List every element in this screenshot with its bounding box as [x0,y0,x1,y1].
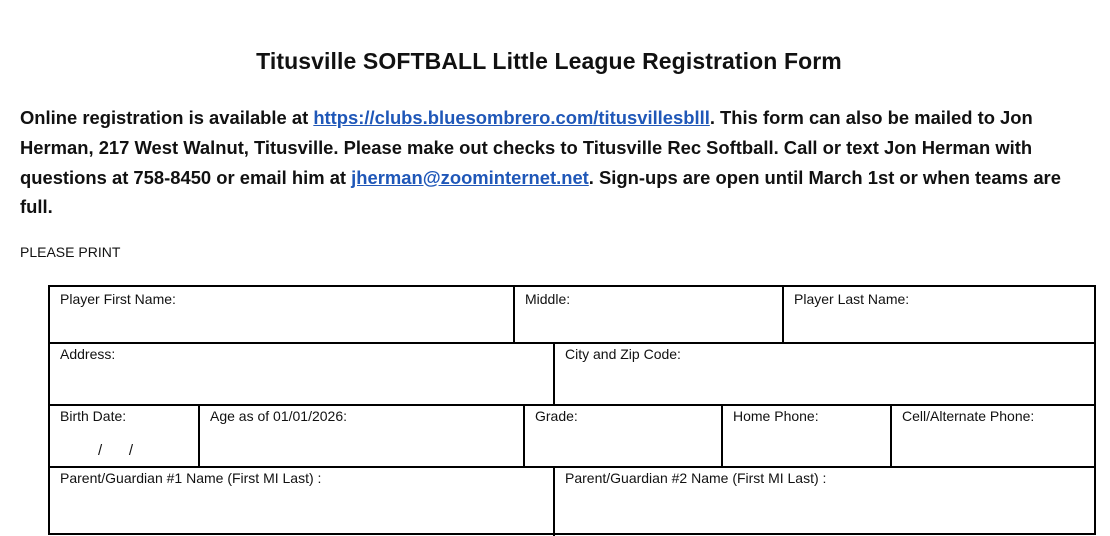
middle-name-label: Middle: [525,291,571,307]
address-field[interactable] [50,342,553,404]
registration-link[interactable]: https://clubs.bluesombrero.com/titusvillesblll [313,107,710,128]
form-row-guardians [50,466,1094,536]
please-print-label: PLEASE PRINT [20,244,121,260]
parent1-name-field[interactable] [50,466,553,536]
middle-name-field[interactable] [513,287,783,342]
address-label: Address: [60,346,116,362]
form-title: Titusville SOFTBALL Little League Registration Form [256,48,842,74]
cell-phone-label: Cell/Alternate Phone: [902,408,1035,424]
registration-form-table [48,285,1096,535]
player-last-name-field[interactable] [782,287,1094,342]
home-phone-label: Home Phone: [733,408,819,424]
home-phone-field[interactable] [721,404,891,466]
grade-label: Grade: [535,408,578,424]
player-first-name-field[interactable] [50,287,513,342]
intro-text-2: . This form can also be mailed to Jon Herman, 217 West Walnut, Titusville. Please make out checks to Titusville Rec Softball. Call or text Jon Herman with questions at 758-8450 or email him at [20,107,1033,188]
age-field[interactable] [198,404,523,466]
parent1-name-label: Parent/Guardian #1 Name (First MI Last) : [60,470,322,486]
parent2-name-label: Parent/Guardian #2 Name (First MI Last) : [565,470,827,486]
form-row-details [50,404,1094,468]
intro-paragraph [20,103,1090,222]
email-link[interactable]: jherman@zoominternet.net [351,166,589,188]
form-row-address [50,342,1094,406]
birth-date-label: Birth Date: [60,408,127,424]
birth-date-field[interactable] [50,404,198,466]
cell-phone-field[interactable] [890,404,1094,466]
city-zip-label: City and Zip Code: [565,346,681,362]
birth-date-slashes: / / [98,442,136,459]
age-label: Age as of 01/01/2026: [210,408,347,424]
intro-text-1: Online registration is available at [20,107,314,128]
parent2-name-field[interactable] [553,466,1094,536]
player-last-name-label: Player Last Name: [794,291,910,307]
intro-text-3: . Sign-ups are open until March 1st or when teams are full. [20,166,1061,218]
city-zip-field[interactable] [553,342,1094,404]
grade-field[interactable] [523,404,722,466]
player-first-name-label: Player First Name: [60,291,176,307]
form-row-player-name [50,287,1094,344]
